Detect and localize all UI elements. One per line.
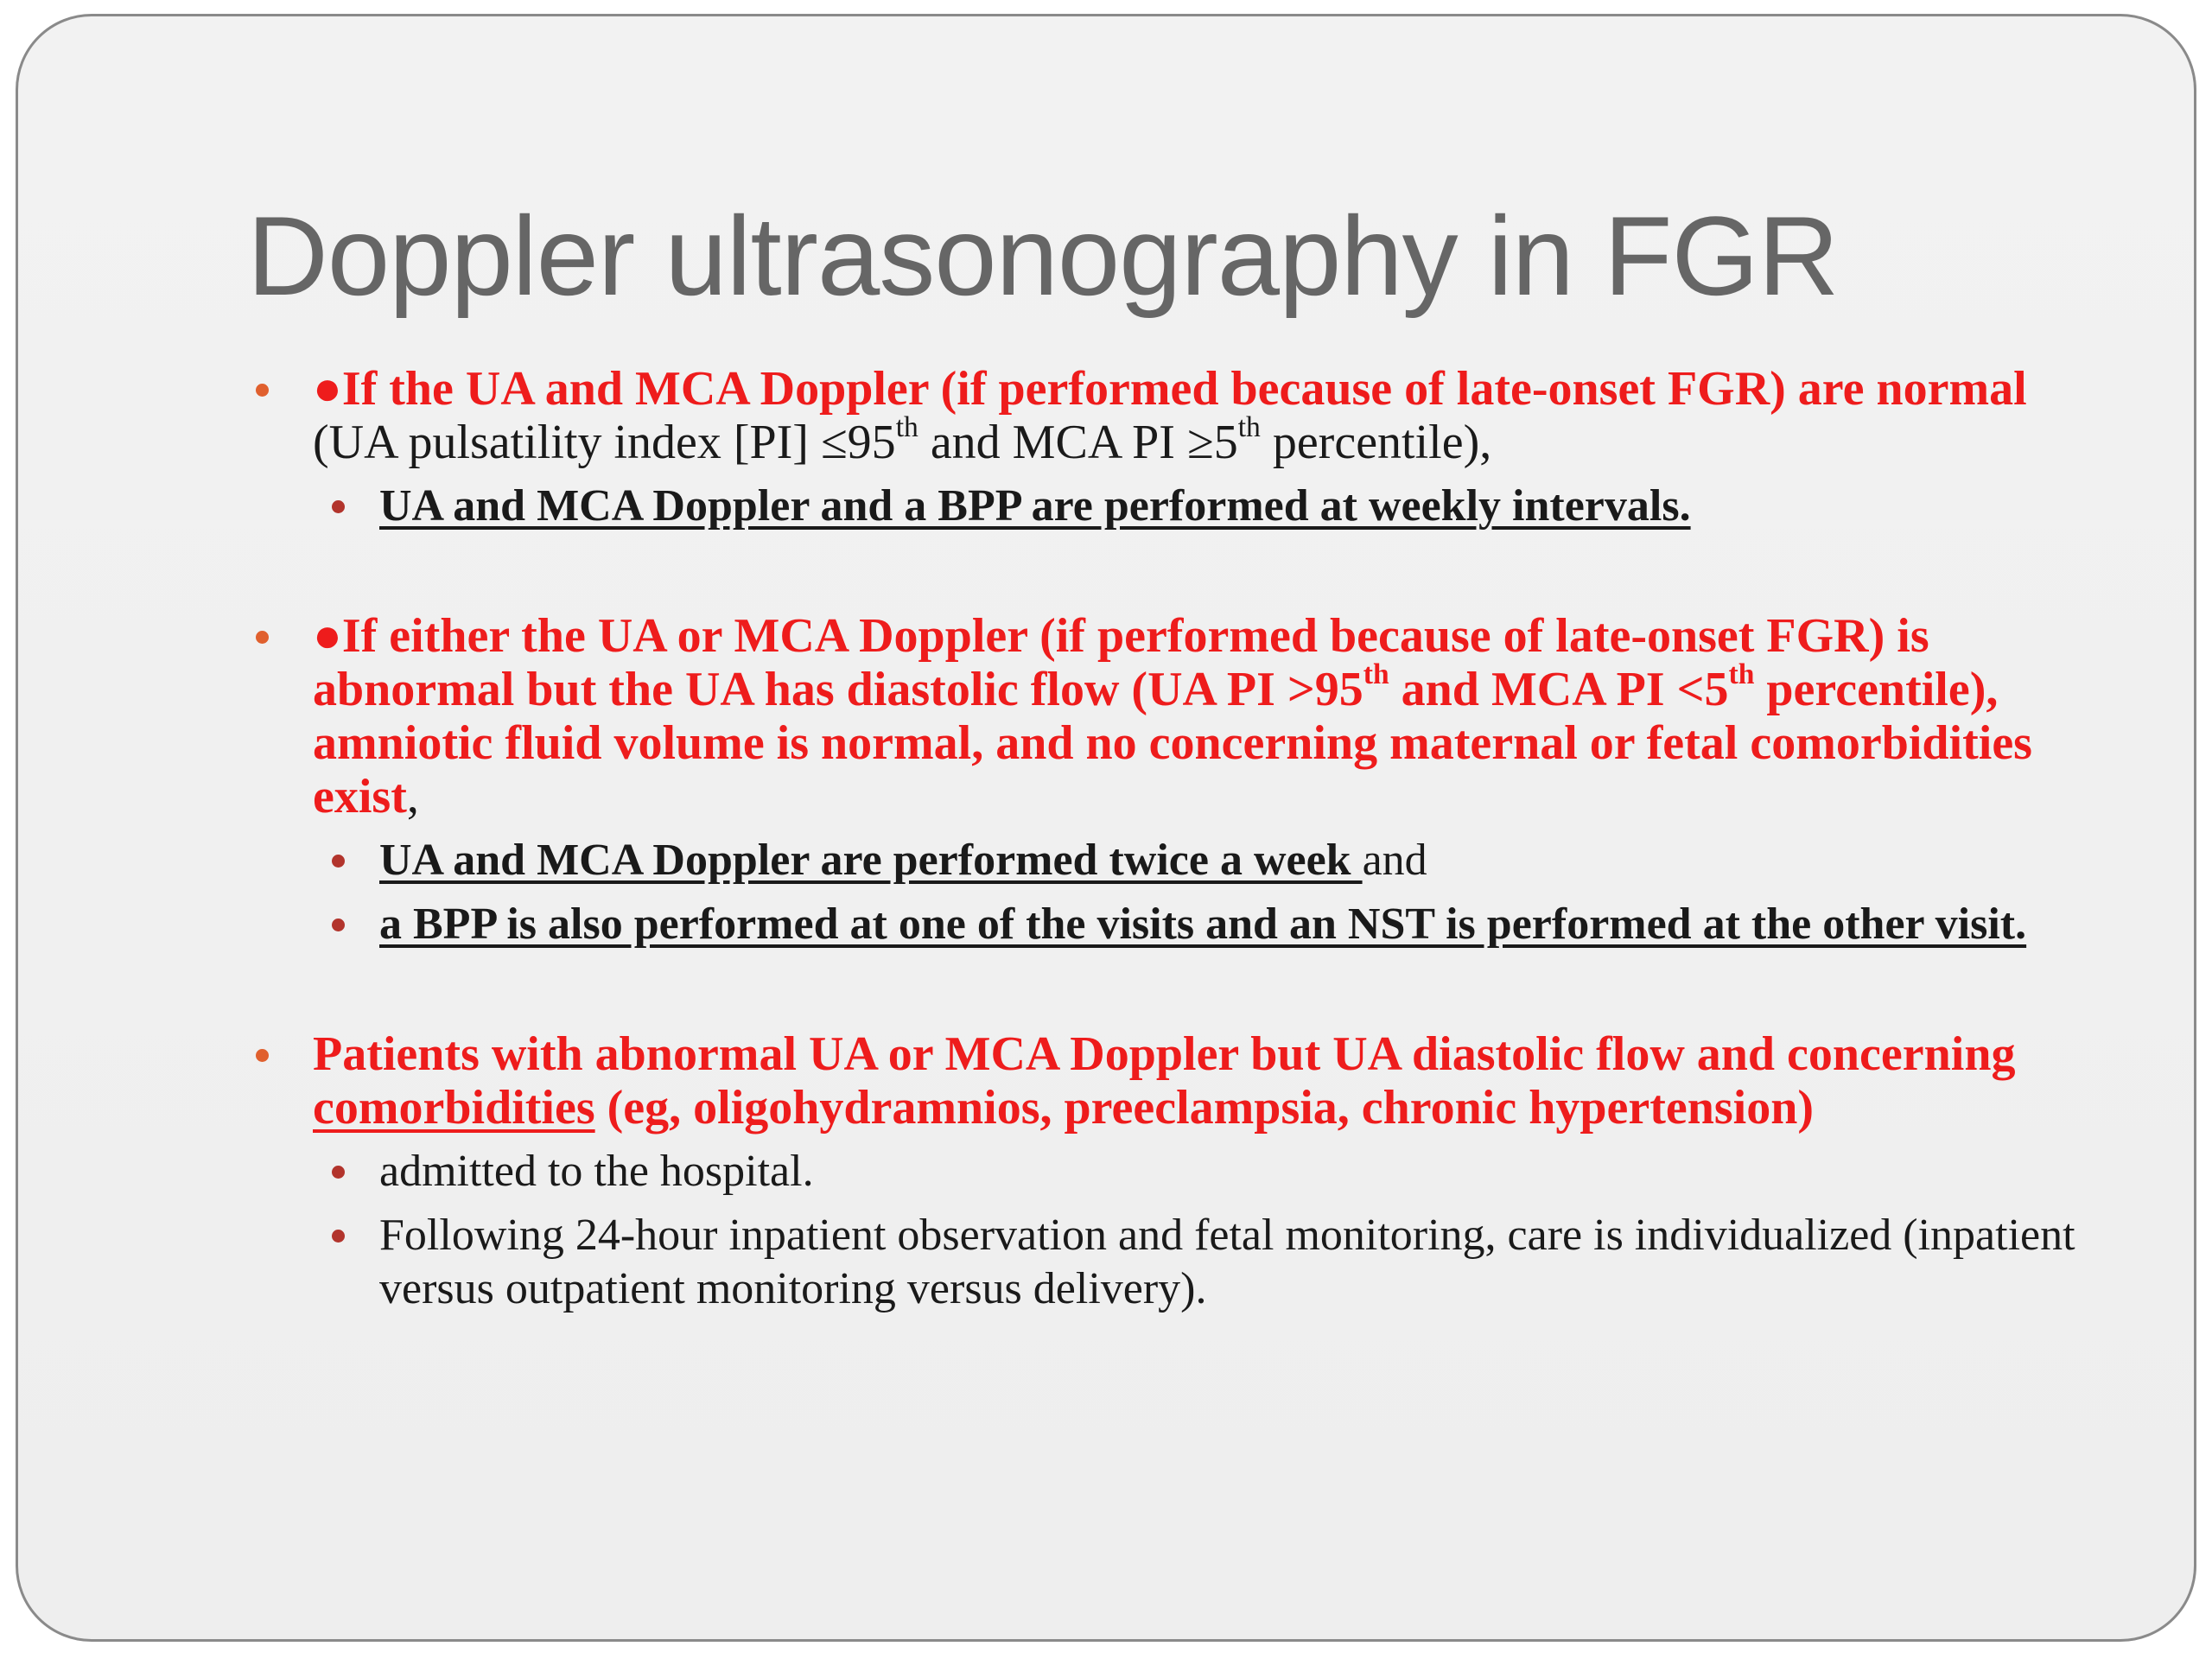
bullet-1-black-text-c: percentile),	[1260, 416, 1492, 469]
sub-bullet-3a-text: admitted to the hospital.	[379, 1147, 814, 1196]
sub-bullet-twice-weekly	[379, 834, 2094, 887]
sub-bullet-dot-icon	[332, 500, 345, 513]
superscript-th: th	[1363, 658, 1389, 690]
bullet-item-abnormal-doppler	[313, 609, 2093, 823]
sub-bullet-2b-text: a BPP is also performed at one of the visits and an NST is performed at the other visit.	[379, 899, 2027, 949]
sub-bullet-dot-icon	[332, 1230, 345, 1243]
bullet-2-red-text-b: and MCA PI <5	[1389, 663, 1729, 716]
sub-bullet-dot-icon	[332, 855, 345, 868]
bullet-dot-icon	[256, 1049, 269, 1062]
sub-bullet-3b-text: Following 24-hour inpatient observation and fetal monitoring, care is individualized (inpatient versus outpatient monitoring versus delivery).	[379, 1211, 2075, 1313]
superscript-th: th	[1237, 410, 1261, 443]
sub-bullet-2a-underlined-text: UA and MCA Doppler are performed twice a week	[379, 836, 1363, 885]
bullet-dot-icon	[256, 631, 269, 644]
superscript-th: th	[1728, 658, 1755, 690]
bullet-2-red-text-c: percentile), amniotic fluid volume is normal, and no concerning maternal or fetal comorbidities exist	[313, 663, 2032, 823]
sub-bullet-dot-icon	[332, 918, 345, 931]
bullet-2-red-text-a: ●If either the UA or MCA Doppler (if performed because of late-onset FGR) is abnormal but the UA has diastolic flow (UA PI >95	[313, 609, 1929, 716]
sub-bullet-individualized-care	[379, 1209, 2094, 1316]
bullet-item-normal-doppler	[313, 362, 2093, 469]
sub-bullet-1-text: UA and MCA Doppler and a BPP are performed at weekly intervals.	[379, 481, 1691, 531]
sub-bullet-bpp-nst	[379, 898, 2094, 951]
slide-body	[18, 362, 2196, 1316]
sub-bullet-admitted	[379, 1145, 2094, 1198]
bullet-dot-icon	[256, 384, 269, 397]
slide-title: Doppler ultrasonography in FGR	[247, 193, 1839, 319]
bullet-1-black-text-a: (UA pulsatility index [PI] ≤95	[313, 416, 896, 469]
bullet-1-black-text-b: and MCA PI ≥5	[918, 416, 1238, 469]
sub-bullet-2a-plain-text: and	[1362, 836, 1427, 885]
bullet-item-comorbidities	[313, 1027, 2093, 1135]
superscript-th: th	[895, 410, 918, 443]
bullet-1-red-text: ●If the UA and MCA Doppler (if performed because of late-onset FGR) are normal	[313, 362, 2027, 416]
sub-bullet-dot-icon	[332, 1166, 345, 1179]
bullet-3-red-text-a: Patients with abnormal UA or MCA Doppler but UA diastolic flow and concerning	[313, 1027, 2016, 1081]
sub-bullet-weekly	[379, 480, 2094, 533]
bullet-2-comma: ,	[406, 770, 419, 823]
bullet-3-red-text-b: (eg, oligohydramnios, preeclampsia, chronic hypertension)	[594, 1081, 1814, 1135]
slide-frame	[16, 14, 2196, 1642]
bullet-3-underlined-word: comorbidities	[313, 1081, 595, 1135]
